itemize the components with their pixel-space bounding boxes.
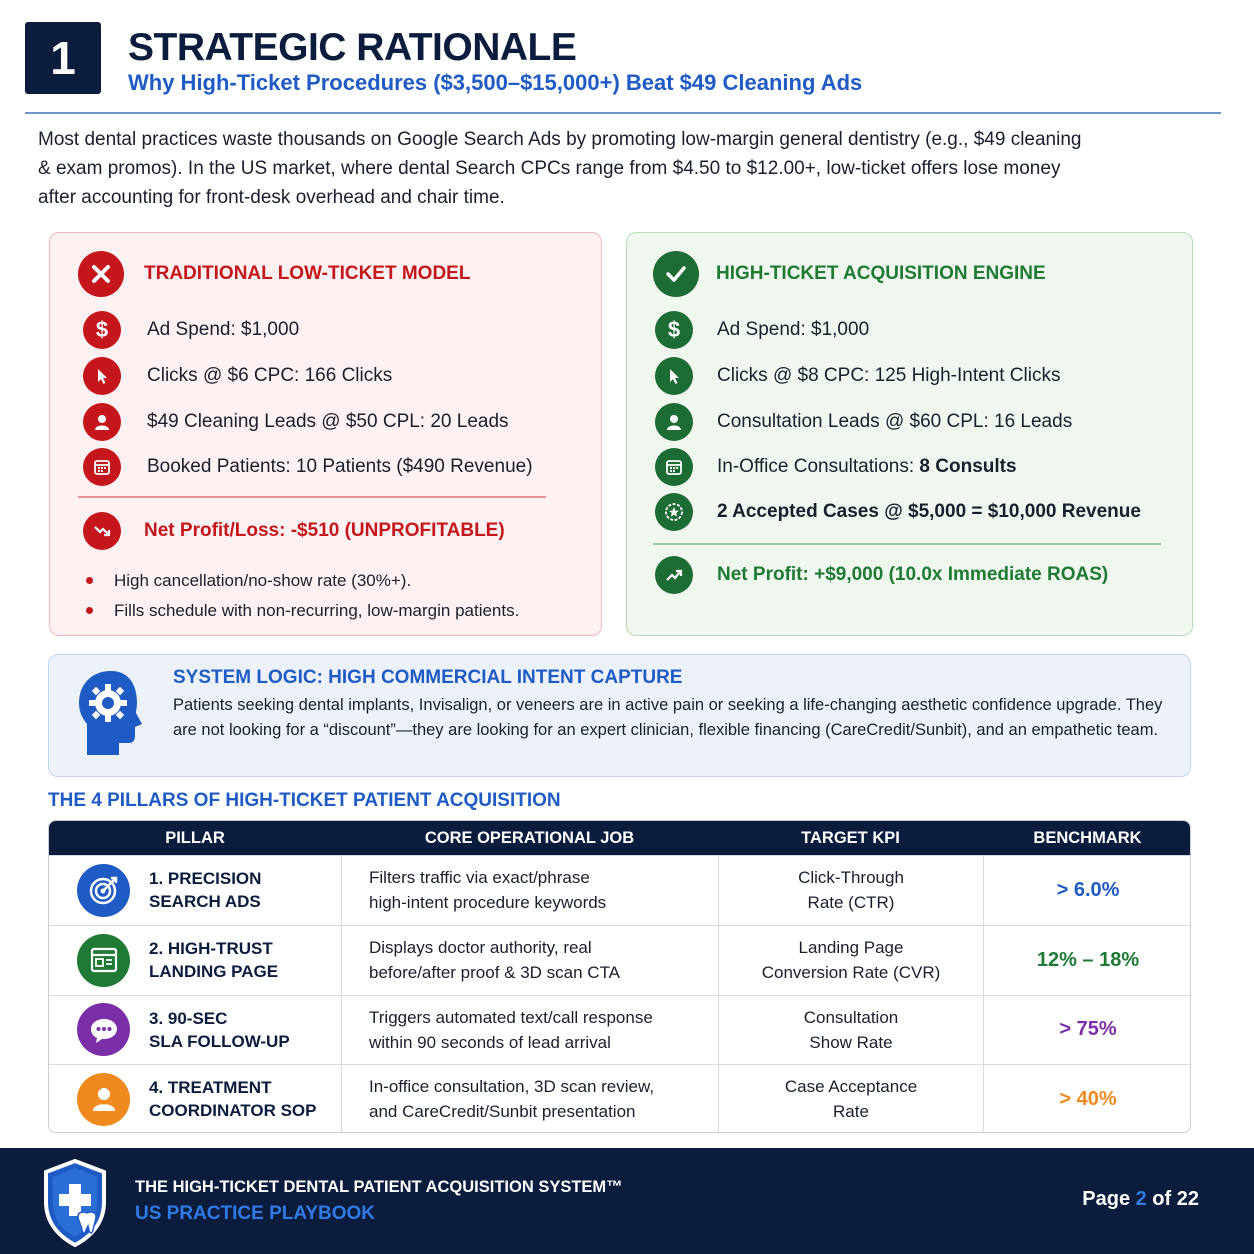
column-header-job: CORE OPERATIONAL JOB — [424, 829, 635, 847]
brain-gear-icon — [75, 667, 147, 764]
dollar-icon: $ — [83, 311, 121, 349]
pillar-cell — [49, 1065, 341, 1133]
high-ticket-card-header — [653, 251, 1046, 297]
page-subtitle: Why High-Ticket Procedures ($3,500–$15,000+) Beat $49 Cleaning Ads — [128, 70, 863, 95]
high-ticket-card-title: HIGH-TICKET ACQUISITION ENGINE — [716, 263, 1046, 284]
page-current: 2 — [1135, 1188, 1147, 1210]
pillar-name: 2. HIGH-TRUST LANDING PAGE — [149, 939, 279, 982]
high-ticket-row-consults — [655, 448, 1017, 486]
high-ticket-row-leads — [655, 403, 1072, 441]
row-text: Consultation Leads @ $60 CPL: 16 Leads — [717, 411, 1073, 432]
kpi-cell: Case Acceptance Rate — [718, 1065, 983, 1133]
row-text: Clicks @ $8 CPC: 125 High-Intent Clicks — [717, 365, 1061, 386]
pillar-cell — [49, 996, 341, 1065]
cursor-click-icon — [83, 357, 121, 395]
traditional-row-ad-spend — [83, 311, 299, 349]
high-ticket-row-clicks — [655, 357, 1060, 395]
pillar-cell — [49, 926, 341, 995]
traditional-row-clicks — [83, 357, 392, 395]
row-text: Clicks @ $6 CPC: 166 Clicks — [147, 365, 393, 386]
job-cell: Displays doctor authority, real before/after proof & 3D scan CTA — [341, 926, 718, 995]
traditional-card-title: TRADITIONAL LOW-TICKET MODEL — [144, 263, 471, 284]
table-row — [49, 925, 1190, 995]
consult-value: 8 Consults — [919, 456, 1017, 477]
row-text: Ad Spend: $1,000 — [717, 319, 870, 340]
table-header — [49, 821, 1190, 856]
x-circle-icon — [78, 251, 124, 297]
pillars-section-title: THE 4 PILLARS OF HIGH-TICKET PATIENT ACQUISITION — [48, 790, 561, 811]
page-footer — [0, 1148, 1254, 1254]
high-ticket-row-ad-spend — [655, 311, 869, 349]
traditional-bullet-list — [86, 566, 519, 626]
page-of: of 22 — [1146, 1188, 1199, 1210]
page-header — [25, 22, 1221, 114]
kpi-cell: Landing Page Conversion Rate (CVR) — [718, 926, 983, 995]
check-circle-icon — [653, 251, 699, 297]
pillar-cell — [49, 856, 341, 925]
benchmark-cell: > 6.0% — [983, 856, 1191, 925]
job-cell: Filters traffic via exact/phrase high-intent procedure keywords — [341, 856, 718, 925]
traditional-model-card — [49, 232, 602, 636]
dollar-icon: $ — [655, 311, 693, 349]
high-ticket-net-row — [655, 556, 1108, 594]
page-label: Page — [1082, 1188, 1136, 1210]
pillar-name: 1. PRECISION SEARCH ADS — [149, 869, 262, 912]
high-ticket-engine-card — [626, 232, 1193, 636]
row-text: Ad Spend: $1,000 — [147, 319, 300, 340]
user-icon — [77, 1073, 130, 1126]
job-cell: In-office consultation, 3D scan review, and CareCredit/Sunbit presentation — [341, 1065, 718, 1133]
column-header-kpi: TARGET KPI — [801, 829, 900, 847]
page-indicator — [1082, 1188, 1199, 1211]
high-ticket-divider — [653, 543, 1161, 545]
system-logic-title: SYSTEM LOGIC: HIGH COMMERCIAL INTENT CAPTURE — [173, 667, 683, 688]
traditional-card-header — [78, 251, 470, 297]
user-icon — [83, 403, 121, 441]
landing-page-icon — [77, 934, 130, 987]
system-logic-callout — [48, 654, 1191, 777]
traditional-divider — [78, 496, 546, 498]
high-ticket-row-accepted — [655, 493, 1141, 531]
column-header-benchmark: BENCHMARK — [1033, 829, 1142, 847]
row-text: 2 Accepted Cases @ $5,000 = $10,000 Revenue — [717, 501, 1141, 522]
badge-star-icon — [655, 493, 693, 531]
cursor-click-icon — [655, 357, 693, 395]
list-item: High cancellation/no-show rate (30%+). — [86, 566, 519, 596]
pillar-name: 3. 90-SEC SLA FOLLOW-UP — [149, 1008, 290, 1051]
pillar-name: 4. TREATMENT COORDINATOR SOP — [149, 1078, 317, 1121]
table-row — [49, 1064, 1190, 1133]
intro-paragraph: Most dental practices waste thousands on Google Search Ads by promoting low-margin general dentistry (e.g., $49 cleaning & exam promos). In the US market, where dental Search CPCs range from $4.50 to $12.00+, low-ticket offers lose money after accounting for front-desk overhead and chair time. — [38, 129, 1082, 208]
user-icon — [655, 403, 693, 441]
target-icon — [77, 864, 130, 917]
traditional-net-result: Net Profit/Loss: -$510 (UNPROFITABLE) — [144, 520, 505, 541]
list-item: Fills schedule with non-recurring, low-margin patients. — [86, 596, 519, 626]
benchmark-cell: 12% – 18% — [983, 926, 1191, 995]
benchmark-cell: > 40% — [983, 1065, 1191, 1133]
row-text: Booked Patients: 10 Patients ($490 Revenue) — [147, 456, 533, 477]
row-text — [717, 456, 1017, 478]
section-number-badge: 1 — [25, 22, 101, 94]
footer-brand: THE HIGH-TICKET DENTAL PATIENT ACQUISITION SYSTEM™ — [135, 1178, 623, 1196]
traditional-row-booked — [83, 448, 533, 486]
shield-tooth-logo-icon — [40, 1158, 110, 1253]
footer-tagline: US PRACTICE PLAYBOOK — [135, 1203, 375, 1224]
column-header-pillar: PILLAR — [165, 829, 225, 847]
consult-label: In-Office Consultations: — [717, 456, 920, 477]
row-text: $49 Cleaning Leads @ $50 CPL: 20 Leads — [147, 411, 509, 432]
traditional-row-leads — [83, 403, 509, 441]
benchmark-cell: > 75% — [983, 996, 1191, 1065]
calendar-icon — [83, 448, 121, 486]
trending-down-icon — [83, 512, 121, 550]
table-row — [49, 855, 1190, 925]
kpi-cell: Click-Through Rate (CTR) — [718, 856, 983, 925]
system-logic-body: Patients seeking dental implants, Invisalign, or veneers are in active pain or seeking a life-changing aesthetic confidence upgrade. They are not looking for a “discount”—they are looking for an expert clinician, flexible financing (CareCredit/Sunbit), and an empathetic team. — [173, 696, 1163, 739]
trending-up-icon — [655, 556, 693, 594]
chat-bubble-icon — [77, 1003, 130, 1056]
high-ticket-net-result: Net Profit: +$9,000 (10.0x Immediate ROAS) — [717, 564, 1109, 585]
table-row — [49, 995, 1190, 1065]
job-cell: Triggers automated text/call response within 90 seconds of lead arrival — [341, 996, 718, 1065]
kpi-cell: Consultation Show Rate — [718, 996, 983, 1065]
traditional-net-row — [83, 512, 505, 550]
page-title: STRATEGIC RATIONALE — [128, 26, 577, 69]
pillars-table — [48, 820, 1191, 1133]
calendar-icon — [655, 448, 693, 486]
